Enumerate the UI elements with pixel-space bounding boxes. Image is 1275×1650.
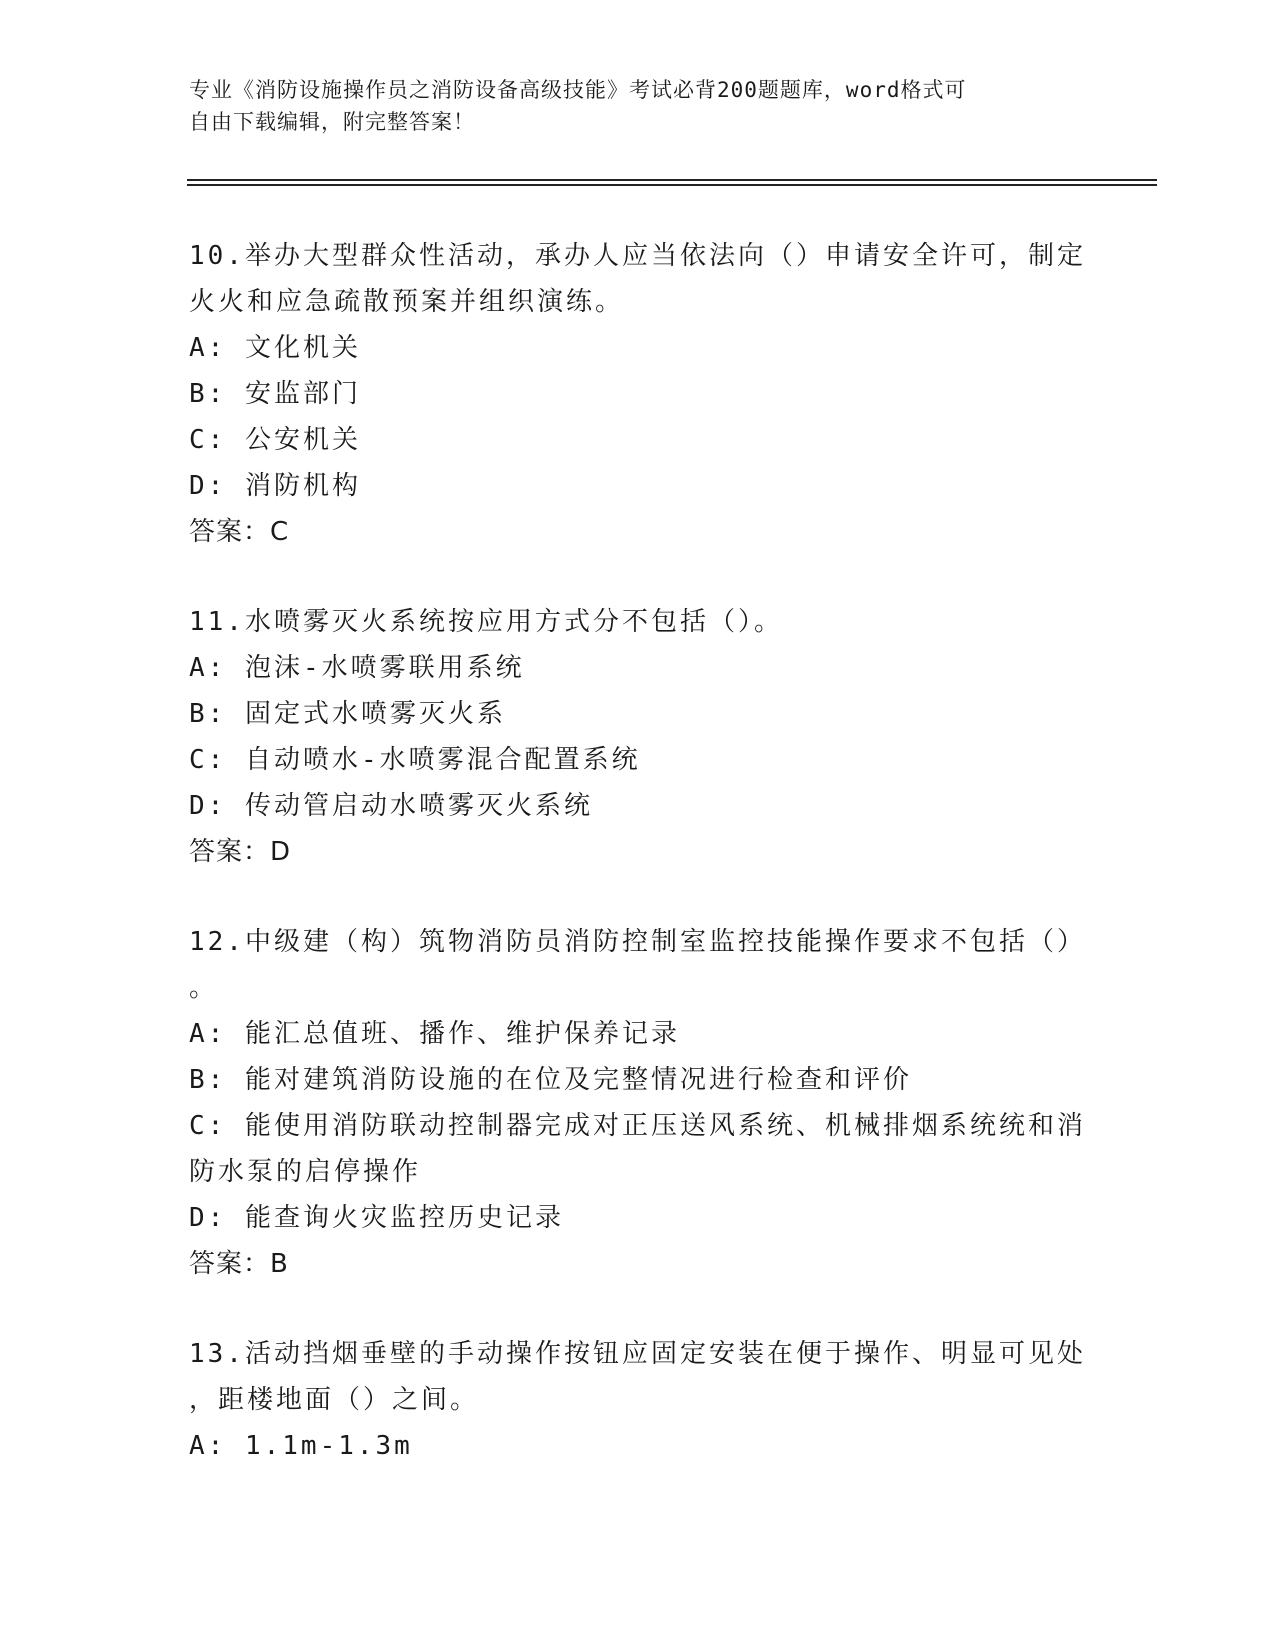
question-12 bbox=[189, 919, 1089, 1287]
option-d: D: 传动管启动水喷雾灭火系统 bbox=[189, 791, 593, 821]
question-text-line: 火火和应急疏散预案并组织演练。 bbox=[189, 287, 625, 317]
question-text-line: 。 bbox=[189, 973, 219, 1003]
option-d: D: 能查询火灾监控历史记录 bbox=[189, 1203, 564, 1233]
option-a: A: 1.1m-1.3m bbox=[189, 1431, 413, 1461]
header-line-2: 自由下载编辑，附完整答案！ bbox=[189, 110, 475, 134]
option-a: A: 泡沫-水喷雾联用系统 bbox=[189, 653, 525, 683]
option-c: C: 公安机关 bbox=[189, 425, 361, 455]
answer: 答案：C bbox=[189, 517, 290, 547]
question-11 bbox=[189, 599, 1089, 875]
option-c-continued: 防水泵的启停操作 bbox=[189, 1157, 422, 1187]
option-b: B: 安监部门 bbox=[189, 379, 361, 409]
option-c: C: 自动喷水-水喷雾混合配置系统 bbox=[189, 745, 641, 775]
question-10 bbox=[189, 233, 1089, 555]
answer: 答案：B bbox=[189, 1249, 289, 1279]
header-line-1: 专业《消防设施操作员之消防设备高级技能》考试必背200题题库，word格式可 bbox=[189, 78, 967, 102]
option-a: A: 文化机关 bbox=[189, 333, 361, 363]
question-text-line: 11.水喷雾灭火系统按应用方式分不包括（）。 bbox=[189, 607, 783, 637]
question-list bbox=[189, 233, 1089, 1513]
question-text-line: 10.举办大型群众性活动，承办人应当依法向（）申请安全许可，制定 bbox=[189, 241, 1086, 271]
question-13 bbox=[189, 1331, 1089, 1469]
option-d: D: 消防机构 bbox=[189, 471, 361, 501]
option-c: C: 能使用消防联动控制器完成对正压送风系统、机械排烟系统统和消 bbox=[189, 1111, 1086, 1141]
option-b: B: 固定式水喷雾灭火系 bbox=[189, 699, 506, 729]
document-header bbox=[189, 74, 1079, 138]
answer: 答案：D bbox=[189, 837, 292, 867]
question-text-line: 13.活动挡烟垂壁的手动操作按钮应固定安装在便于操作、明显可见处 bbox=[189, 1339, 1086, 1369]
question-text-line: ，距楼地面（）之间。 bbox=[189, 1385, 480, 1415]
header-divider-bottom bbox=[187, 184, 1157, 186]
header-divider-top bbox=[187, 179, 1157, 181]
option-b: B: 能对建筑消防设施的在位及完整情况进行检查和评价 bbox=[189, 1065, 912, 1095]
question-text-line: 12.中级建（构）筑物消防员消防控制室监控技能操作要求不包括（） bbox=[189, 927, 1086, 957]
option-a: A: 能汇总值班、播作、维护保养记录 bbox=[189, 1019, 680, 1049]
